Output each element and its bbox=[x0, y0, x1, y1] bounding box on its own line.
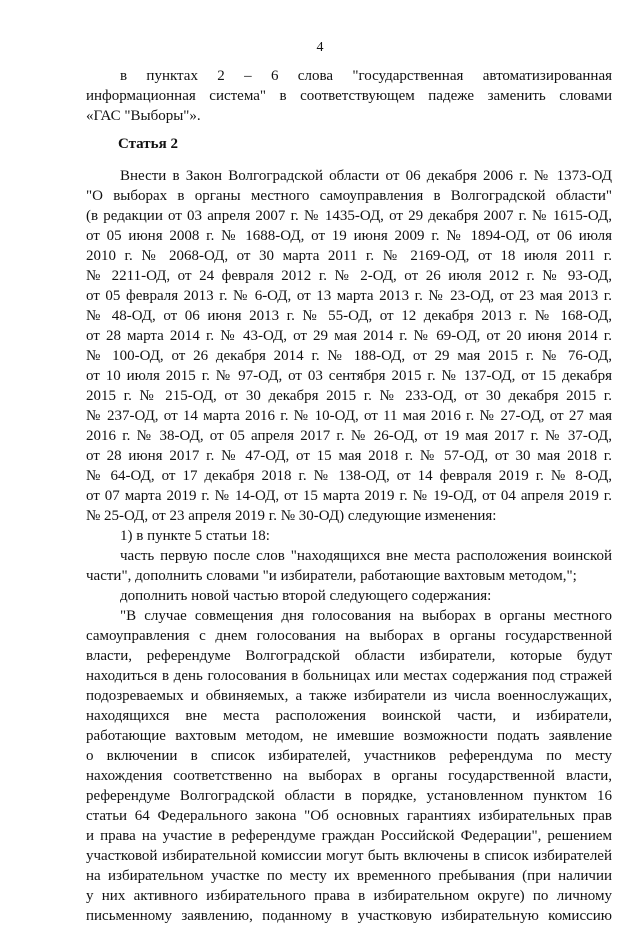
text-line: от 05 февраля 2013 г. № 6-ОД, от 13 марта 2013 г. № 23-ОД, от 23 мая 2013 г. bbox=[86, 288, 612, 304]
text-line: подозреваемых и обвиняемых, а также избиратели из числа военнослужащих, bbox=[86, 688, 612, 704]
text-line: и права на участие в референдуме граждан Российской Федерации", решением bbox=[86, 828, 612, 844]
text-line: "В случае совмещения дня голосования на выборах в органы местного bbox=[120, 608, 612, 624]
text-line: (в редакции от 03 апреля 2007 г. № 1435-ОД, от 29 декабря 2007 г. № 1615-ОД, bbox=[86, 208, 612, 224]
text-line: от 05 июня 2008 г. № 1688-ОД, от 19 июня 2009 г. № 1894-ОД, от 06 июля bbox=[86, 228, 612, 244]
text-line: часть первую после слов "находящихся вне места расположения воинской bbox=[120, 548, 612, 564]
text-line: "О выборах в органы местного самоуправления в Волгоградской области" bbox=[86, 188, 612, 204]
text-line: дополнить новой частью второй следующего содержания: bbox=[120, 588, 492, 604]
text-line: письменному заявлению, поданному в участковую избирательную комиссию bbox=[86, 908, 612, 924]
text-line: части", дополнить словами "и избиратели, работающие вахтовым методом,"; bbox=[86, 568, 577, 584]
text-line: в пунктах 2 – 6 слова "государственная автоматизированная bbox=[120, 68, 612, 84]
text-line: от 07 марта 2019 г. № 14-ОД, от 15 марта 2019 г. № 19-ОД, от 04 апреля 2019 г. bbox=[86, 488, 612, 504]
text-line: № 48-ОД, от 06 июня 2013 г. № 55-ОД, от 12 декабря 2013 г. № 168-ОД, bbox=[86, 308, 612, 324]
text-line: 2016 г. № 38-ОД, от 05 апреля 2017 г. № 26-ОД, от 19 мая 2017 г. № 37-ОД, bbox=[86, 428, 612, 444]
text-line: нахождения соответственно на выборах в органы государственной власти, bbox=[86, 768, 612, 784]
intro-paragraph bbox=[86, 66, 612, 126]
text-line: № 25-ОД, от 23 апреля 2019 г. № 30-ОД) следующие изменения: bbox=[86, 508, 497, 524]
text-line: референдуме Волгоградской области в порядке, установленном пунктом 16 bbox=[86, 788, 612, 804]
text-line: от 28 июня 2017 г. № 47-ОД, от 15 мая 2018 г. № 57-ОД, от 30 мая 2018 г. bbox=[86, 448, 612, 464]
text-line: 2015 г. № 215-ОД, от 30 декабря 2015 г. № 233-ОД, от 30 декабря 2015 г. bbox=[86, 388, 612, 404]
text-line: у них активного избирательного права в избирательном округе) по личному bbox=[86, 888, 612, 904]
text-line: находиться в день голосования в больницах или местах содержания под стражей bbox=[86, 668, 612, 684]
text-line: № 237-ОД, от 14 марта 2016 г. № 10-ОД, от 11 мая 2016 г. № 27-ОД, от 27 мая bbox=[86, 408, 612, 424]
text-line: от 10 июля 2015 г. № 97-ОД, от 03 сентября 2015 г. № 137-ОД, от 15 декабря bbox=[86, 368, 612, 384]
text-line: 2010 г. № 2068-ОД, от 30 марта 2011 г. № 2169-ОД, от 18 июля 2011 г. bbox=[86, 248, 612, 264]
text-line: 1) в пункте 5 статьи 18: bbox=[120, 528, 270, 544]
text-line: № 64-ОД, от 17 декабря 2018 г. № 138-ОД, от 14 февраля 2019 г. № 8-ОД, bbox=[86, 468, 612, 484]
page-number: 4 bbox=[316, 40, 324, 55]
article-heading: Статья 2 bbox=[118, 136, 178, 152]
text-line: информационная система" в соответствующем падеже заменить словами bbox=[86, 88, 612, 104]
text-line: работающие вахтовым методом, не имевшие возможности подать заявление bbox=[86, 728, 612, 744]
text-line: от 28 марта 2014 г. № 43-ОД, от 29 мая 2014 г. № 69-ОД, от 20 июня 2014 г. bbox=[86, 328, 612, 344]
text-line: находящихся вне места расположения воинской части, и избиратели, bbox=[86, 708, 612, 724]
text-line: самоуправления с днем голосования на выборах в органы государственной bbox=[86, 628, 612, 644]
article-body bbox=[86, 166, 612, 926]
text-line: власти, референдуме Волгоградской области избиратели, которые будут bbox=[86, 648, 612, 664]
text-line: «ГАС "Выборы"». bbox=[86, 108, 201, 124]
text-line: статьи 64 Федерального закона "Об основных гарантиях избирательных прав bbox=[86, 808, 612, 824]
text-line: на избирательном участке по месту их временного пребывания (при наличии bbox=[86, 868, 612, 884]
text-line: Внести в Закон Волгоградской области от 06 декабря 2006 г. № 1373-ОД bbox=[120, 168, 612, 184]
text-line: № 100-ОД, от 26 декабря 2014 г. № 188-ОД, от 29 мая 2015 г. № 76-ОД, bbox=[86, 348, 612, 364]
text-line: о включении в список избирателей, участников референдума по месту bbox=[86, 748, 612, 764]
text-line: № 2211-ОД, от 24 февраля 2012 г. № 2-ОД, от 26 июля 2012 г. № 93-ОД, bbox=[86, 268, 612, 284]
text-line: участковой избирательной комиссии могут быть включены в список избирателей bbox=[86, 848, 612, 864]
